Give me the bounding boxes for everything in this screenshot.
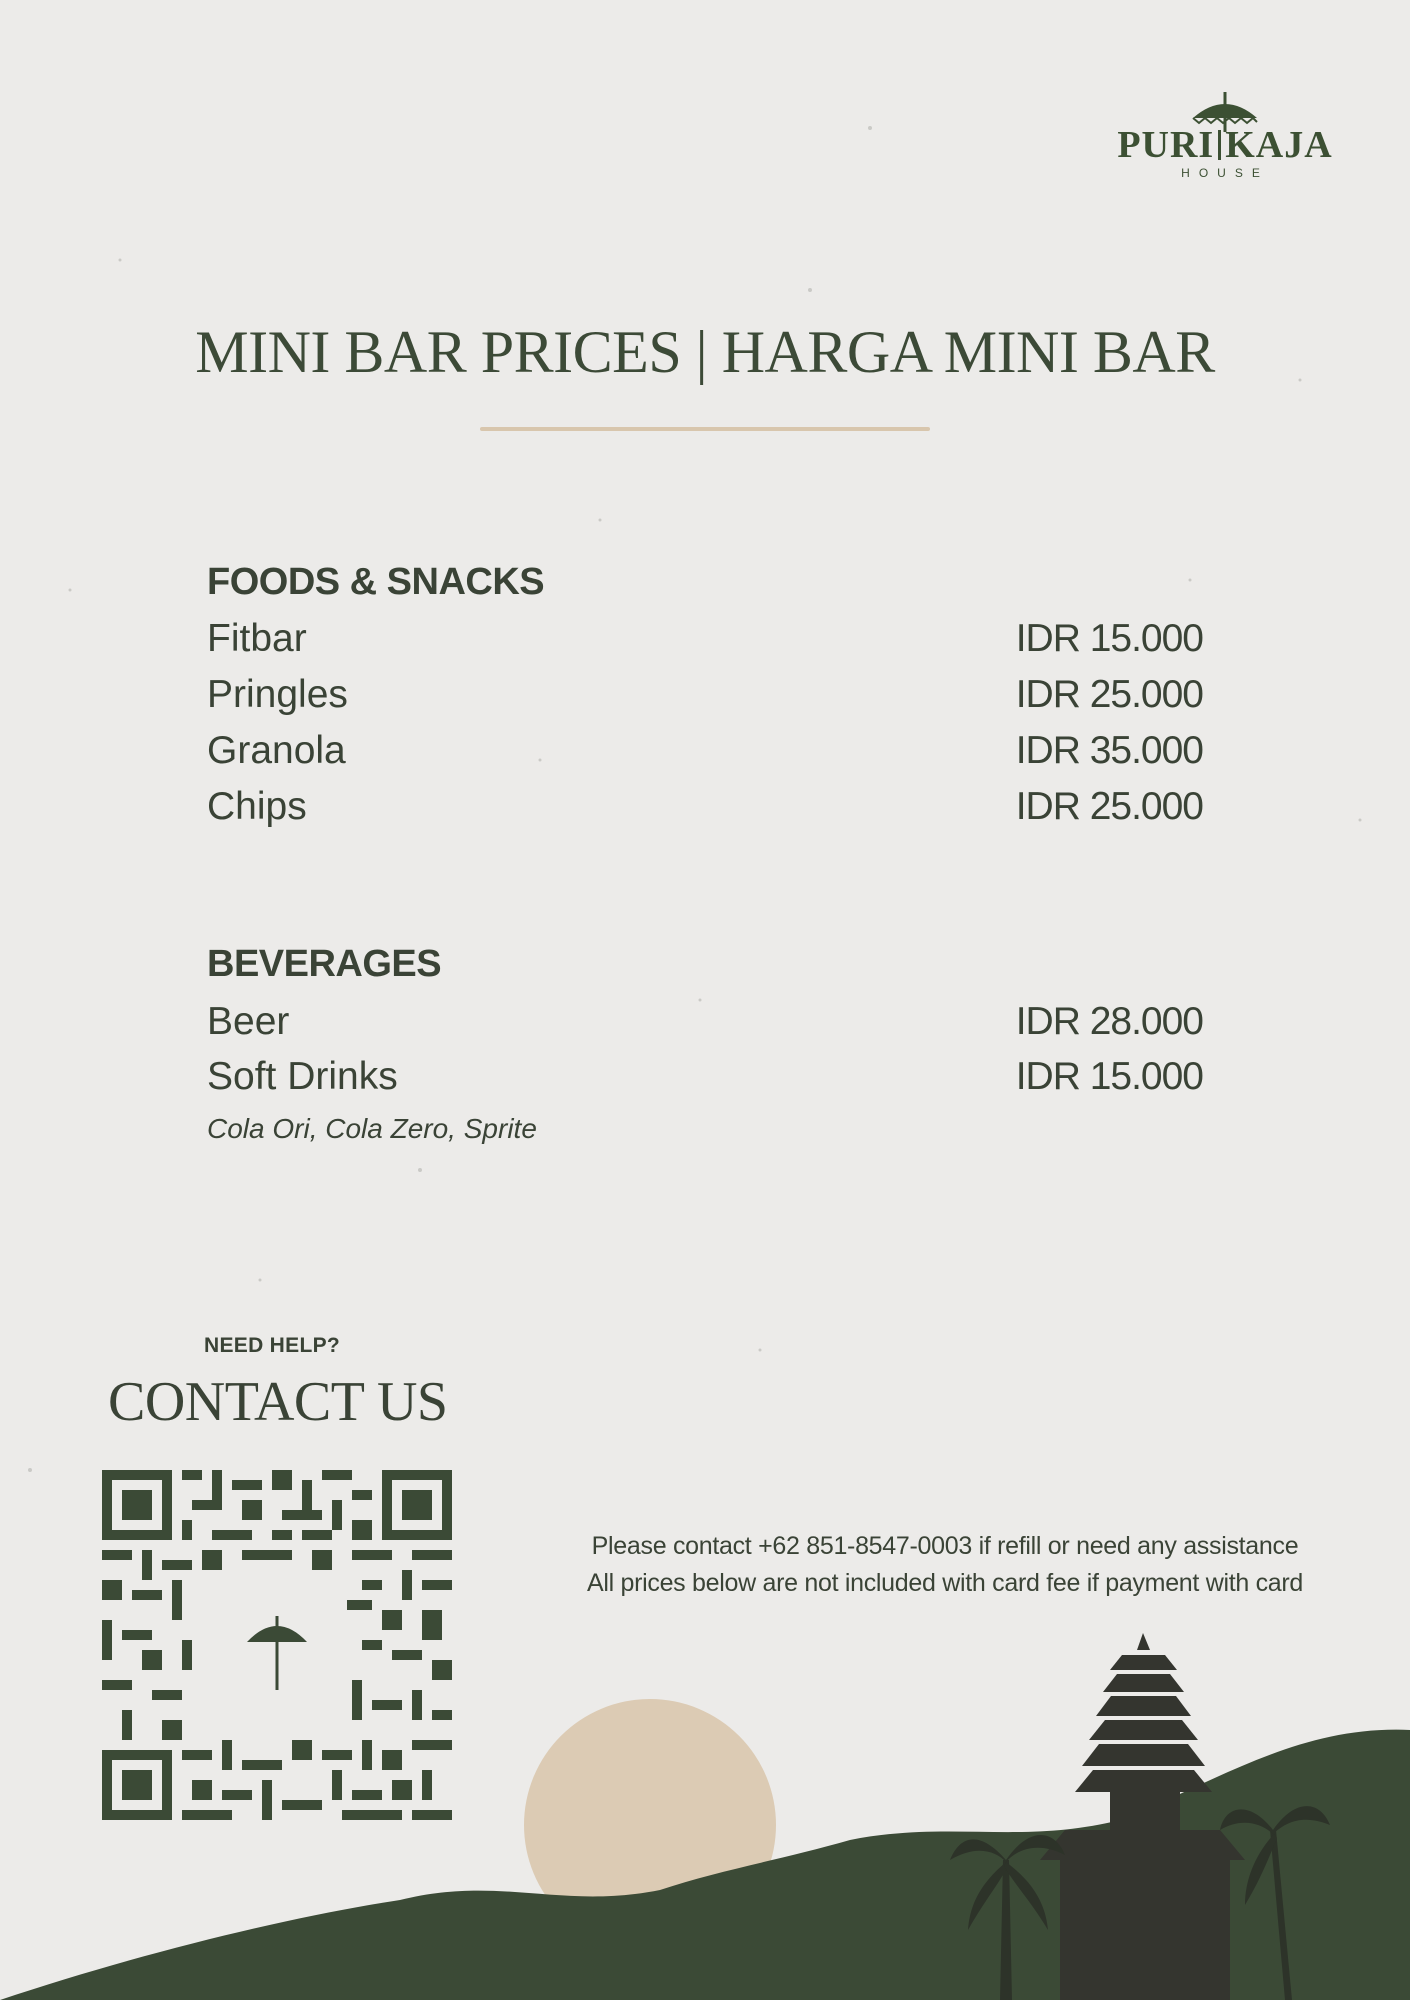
menu-item (207, 1055, 1203, 1105)
item-price: IDR 28.000 (1015, 1000, 1203, 1043)
menu-item (207, 785, 1203, 835)
title-divider (480, 427, 930, 431)
item-price: IDR 25.000 (1015, 785, 1203, 828)
menu-item (207, 617, 1203, 667)
item-name: Soft Drinks (207, 1055, 398, 1098)
item-note: Cola Ori, Cola Zero, Sprite (207, 1113, 537, 1144)
landscape-illustration (0, 1630, 1410, 2000)
contact-info (540, 1528, 1350, 1602)
menu-item (207, 673, 1203, 723)
section-heading-foods: FOODS & SNACKS (207, 561, 545, 603)
brand-name: PURI KAJA (1117, 124, 1333, 166)
item-name: Granola (207, 729, 346, 772)
item-price: IDR 25.000 (1015, 673, 1203, 716)
item-price: IDR 35.000 (1015, 729, 1203, 772)
item-price: IDR 15.000 (1015, 1055, 1203, 1098)
item-name: Beer (207, 1000, 290, 1043)
brand-subtitle: HOUSE (1181, 166, 1269, 180)
menu-item (207, 1000, 1203, 1050)
item-name: Pringles (207, 673, 348, 716)
need-help-label: NEED HELP? (204, 1334, 341, 1357)
contact-title: CONTACT US (108, 1371, 448, 1433)
item-name: Chips (207, 785, 307, 828)
menu-item (207, 729, 1203, 779)
page-title: MINI BAR PRICES | HARGA MINI BAR (195, 319, 1215, 385)
section-heading-beverages: BEVERAGES (207, 943, 442, 985)
item-price: IDR 15.000 (1015, 617, 1203, 660)
card-fee-note: All prices below are not included with card fee if payment with card (586, 1569, 1304, 1597)
brand-logo (1105, 90, 1345, 200)
item-name: Fitbar (207, 617, 307, 660)
contact-phone-line: Please contact +62 851-8547-0003 if refill or need any assistance (591, 1532, 1299, 1560)
